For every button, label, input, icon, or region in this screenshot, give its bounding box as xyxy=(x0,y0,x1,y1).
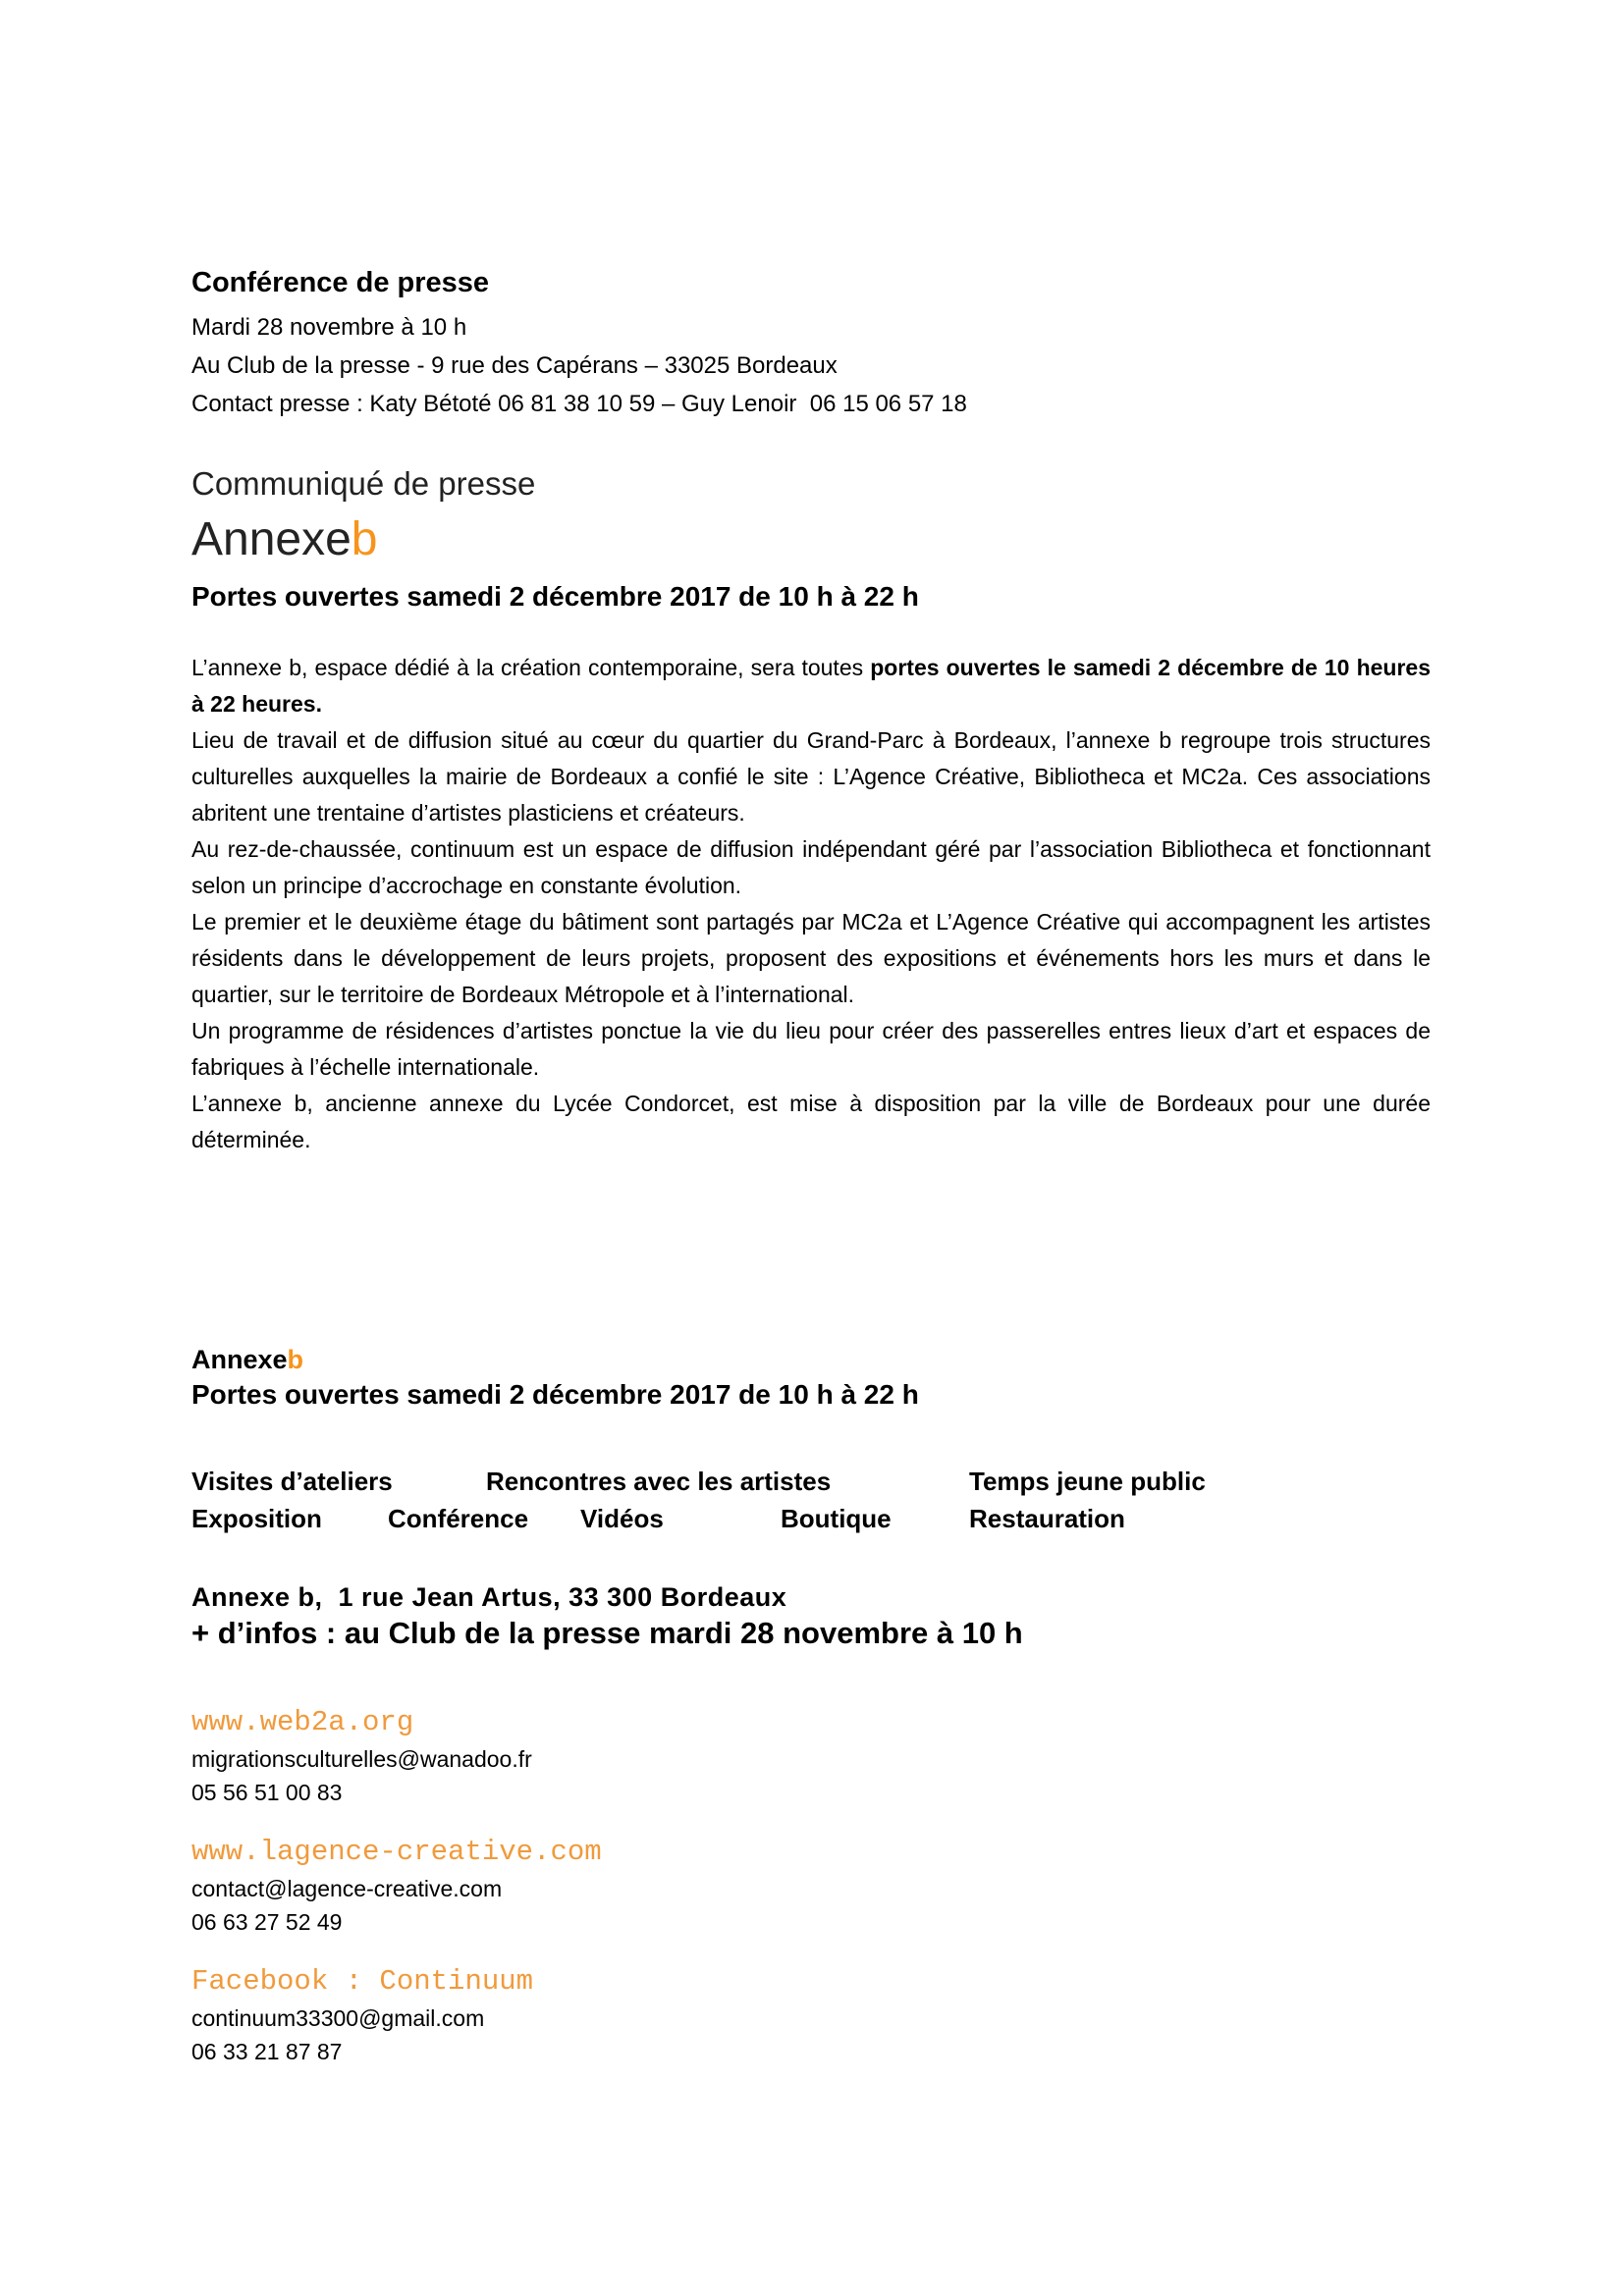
program-item-exposition: Exposition xyxy=(191,1504,322,1533)
web2a-phone: 05 56 51 00 83 xyxy=(191,1780,343,1805)
press-contact-line: Contact presse : Katy Bétoté 06 81 38 10 59 – Guy Lenoir 06 15 06 57 18 xyxy=(191,391,967,417)
lagence-creative-email: contact@lagence-creative.com xyxy=(191,1876,503,1901)
continuum-email: continuum33300@gmail.com xyxy=(191,2005,485,2031)
body-copy xyxy=(191,650,1431,1158)
conference-place: Au Club de la presse - 9 rue des Capérans – 33025 Bordeaux xyxy=(191,352,838,379)
program-item-videos: Vidéos xyxy=(580,1504,664,1533)
more-infos-line: + d’infos : au Club de la presse mardi 28 novembre à 10 h xyxy=(191,1616,1023,1650)
conference-title: Conférence de presse xyxy=(191,267,490,298)
open-doors-subtitle-2: Portes ouvertes samedi 2 décembre 2017 de 10 h à 22 h xyxy=(191,1379,919,1410)
brand-name-2: Annexe xyxy=(191,1345,288,1374)
web2a-email: migrationsculturelles@wanadoo.fr xyxy=(191,1746,532,1772)
facebook-continuum-link[interactable]: Facebook : Continuum xyxy=(191,1965,534,1998)
venue-address: Annexe b, 1 rue Jean Artus, 33 300 Bordeaux xyxy=(191,1582,787,1612)
paragraph-residences: Un programme de résidences d’artistes ponctue la vie du lieu pour créer des passerelles entres lieux d’art et espaces de fabriques à l’échelle internationale. xyxy=(191,1018,1431,1080)
paragraph-intro: L’annexe b, espace dédié à la création contemporaine, sera toutes portes ouvertes le samedi 2 décembre de 10 heures à 22 heures. xyxy=(191,655,1431,717)
lagence-creative-phone: 06 63 27 52 49 xyxy=(191,1909,343,1935)
program-row-2 xyxy=(191,1504,1497,1543)
program-row-1 xyxy=(191,1467,1497,1506)
lagence-creative-link[interactable]: www.lagence-creative.com xyxy=(191,1836,602,1868)
conference-date: Mardi 28 novembre à 10 h xyxy=(191,314,467,341)
program-item-visites: Visites d’ateliers xyxy=(191,1467,393,1496)
program-item-rencontres: Rencontres avec les artistes xyxy=(486,1467,832,1496)
brand-wordmark-2 xyxy=(191,1345,303,1375)
paragraph-lieu: Lieu de travail et de diffusion situé au cœur du quartier du Grand-Parc à Bordeaux, l’annexe b regroupe trois structures culturelles auxquelles la mairie de Bordeaux a confié le site : L’Agence Créative, Bibliotheca et MC2a. Ces associations abritent une trentaine d’artistes plasticiens et créateurs. xyxy=(191,727,1431,826)
brand-accent-letter: b xyxy=(351,513,378,565)
release-kicker: Communiqué de presse xyxy=(191,465,536,502)
paragraph-rdc: Au rez-de-chaussée, continuum est un espace de diffusion indépendant géré par l’association Bibliotheca et fonctionnant selon un principe d’accrochage en constante évolution. xyxy=(191,836,1431,898)
program-item-restauration: Restauration xyxy=(969,1504,1125,1533)
continuum-phone: 06 33 21 87 87 xyxy=(191,2039,343,2064)
web2a-link[interactable]: www.web2a.org xyxy=(191,1706,414,1738)
program-item-conference: Conférence xyxy=(388,1504,529,1533)
brand-accent-letter-2: b xyxy=(287,1345,304,1374)
brand-wordmark xyxy=(191,512,378,566)
paragraph-etages: Le premier et le deuxième étage du bâtiment sont partagés par MC2a et L’Agence Créative qui accompagnent les artistes résidents dans le développement de leurs projets, proposent des expositions et événements hors les murs et dans le quartier, sur le territoire de Bordeaux Métropole et à l’international. xyxy=(191,909,1431,1007)
bold-open-doors: portes ouvertes le samedi 2 décembre de 10 heures à 22 heures. xyxy=(191,655,1431,717)
paragraph-lycee: L’annexe b, ancienne annexe du Lycée Condorcet, est mise à disposition par la ville de Bordeaux pour une durée déterminée. xyxy=(191,1091,1431,1152)
program-item-boutique: Boutique xyxy=(781,1504,892,1533)
brand-name: Annexe xyxy=(191,513,352,565)
open-doors-subtitle: Portes ouvertes samedi 2 décembre 2017 de 10 h à 22 h xyxy=(191,581,919,612)
program-item-jeune-public: Temps jeune public xyxy=(969,1467,1206,1496)
